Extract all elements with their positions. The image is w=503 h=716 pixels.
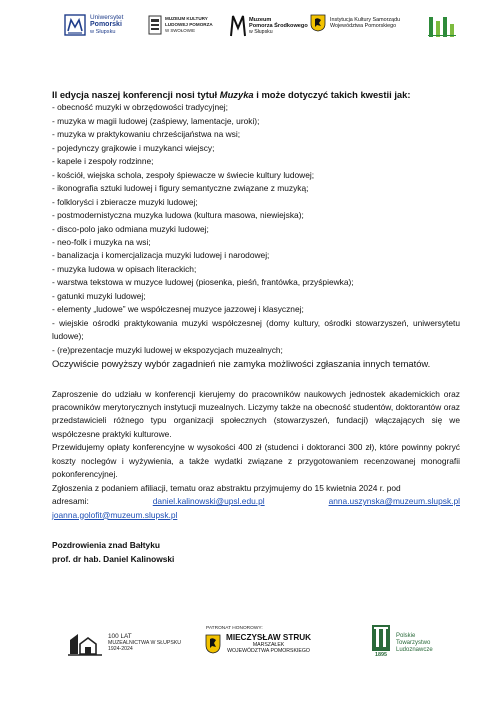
topic-item: - wiejskie ośrodki praktykowania muzyki współczesnej (domy kultury, ośrodki stowarzyszeń, uniwersytetu ludowe);	[52, 317, 460, 342]
closing-greeting: Pozdrowienia znad Bałtyku	[52, 540, 160, 551]
topic-item: - warstwa tekstowa w muzyce ludowej (piosenka, pieśń, frantówka, przyśpiewka);	[52, 277, 354, 288]
topic-item: - pojedynczy grajkowie i muzykanci wiejscy;	[52, 142, 215, 153]
muzeum-kultury-logo	[148, 14, 213, 36]
museum-building-icon	[68, 630, 104, 656]
topic-item: - (re)prezentacje muzyki ludowej w ekspozycjach muzealnych;	[52, 344, 283, 355]
muzeum-pomorza-line1: Muzeum	[249, 17, 272, 23]
patronat-label: PATRONAT HONOROWY:	[206, 626, 263, 631]
muzeum-kultury-line3: W SWOŁOWIE	[165, 28, 196, 33]
muzeum-kultury-icon	[148, 14, 162, 36]
fee-paragraph: Przewidujemy opłaty konferencyjne w wysokości 400 zł (studenci i doktoranci 300 zł), które powinny pokryć koszty noclegów i wyżywienia, a także wydatki związane z przygotowaniem recenzowanej monografii pokonferencyjnej.	[52, 442, 460, 480]
upsl-line2: Pomorski	[90, 21, 122, 29]
topic-item: - obecność muzyki w obrzędowości tradycyjnej;	[52, 102, 228, 113]
topic-item: - folkloryści i zbieracze muzyki ludowej;	[52, 196, 198, 207]
signature: prof. dr hab. Daniel Kalinowski	[52, 553, 175, 564]
centenary-logo	[68, 630, 181, 656]
pt-year: 1895	[375, 652, 387, 658]
pt-ludoznawcze-logo	[370, 624, 433, 662]
topic-item: - gatunki muzyki ludowej;	[52, 290, 146, 301]
invitation-paragraph: Zaproszenie do udziału w konferencji kierujemy do pracowników naukowych jednostek akademickich oraz pracowników merytorycznych instytucji muzealnych. Liczymy także na obecność studentów, doktorantów oraz przedstawicieli różnego typu organizacji społecznych (stowarzyszeń, fundacji) włączających się we współczesne praktyki kulturowe.	[52, 388, 460, 439]
muzeum-pomorza-m-icon	[230, 14, 246, 38]
upsl-emblem-icon	[64, 14, 86, 36]
pt-line3: Ludoznawcze	[396, 646, 433, 653]
intro-paragraph	[52, 88, 460, 101]
instytucja-line1: Instytucja Kultury Samorządu	[330, 17, 401, 23]
centenary-line2: 1924-2024	[108, 646, 133, 653]
pomorskie-griffin-icon	[310, 14, 326, 32]
patronat-name: MIECZYSŁAW STRUK	[226, 633, 312, 642]
upsl-logo	[64, 14, 123, 36]
intro-post: i może dotyczyć takich kwestii jak:	[253, 89, 411, 100]
topic-item: - ikonografia sztuki ludowej i figury semantyczne związane z muzyką;	[52, 183, 309, 194]
submission-paragraph: Zgłoszenia z podaniem afiliacji, tematu oraz abstraktu przyjmujemy do 15 kwietnia 2024 r. pod	[52, 482, 401, 493]
centenary-num: 100 LAT	[108, 632, 132, 640]
letter-body	[52, 88, 460, 566]
topic-item: - kapele i zespoły rodzinne;	[52, 156, 154, 167]
patronat-block	[205, 626, 311, 655]
patronat-region: WOJEWÓDZTWA POMORSKIEGO	[227, 648, 310, 655]
centenary-line1: MUZEALNICTWA W SŁUPSKU	[108, 639, 182, 646]
email-link-golofit[interactable]: joanna.golofit@muzeum.slupsk.pl	[52, 509, 178, 520]
email-link-uszynska[interactable]: anna.uszynska@muzeum.slupsk.pl	[328, 496, 460, 507]
muzeum-pomorza-logo	[230, 14, 308, 38]
instytucja-line2: Województwa Pomorskiego	[330, 23, 397, 29]
green-bars-logo	[428, 16, 458, 38]
topic-item: - muzyka w praktykowaniu chrześcijaństwa na wsi;	[52, 129, 241, 140]
topic-item: - disco-polo jako odmiana muzyki ludowej;	[52, 223, 209, 234]
topic-item: - neo-folk i muzyka na wsi;	[52, 236, 151, 247]
pomorskie-shield-icon	[205, 634, 221, 654]
pt-line1: Polskie	[396, 632, 416, 639]
header-logos	[50, 14, 470, 54]
email-addresses-row	[52, 495, 460, 508]
muzeum-kultury-line2: LUDOWEJ POMORZA	[165, 22, 213, 27]
intro-title-word: Muzyka	[219, 89, 254, 100]
topics-list	[52, 101, 460, 357]
topic-item: - postmodernistyczna muzyka ludowa (kultura masowa, niewiejska);	[52, 210, 304, 221]
openness-note: Oczywiście powyższy wybór zagadnień nie zamyka możliwości zgłaszania innych tematów.	[52, 358, 431, 370]
muzeum-pomorza-line3: w Słupsku	[249, 29, 273, 35]
intro-pre: II edycja naszej konferencji nosi tytuł	[52, 89, 220, 100]
green-bars-logo-icon	[428, 16, 458, 38]
topic-item: - muzyka w magii ludowej (zaśpiewy, lamentacje, uroki);	[52, 115, 260, 126]
upsl-line1: Uniwersytet	[90, 14, 124, 22]
topic-item: - elementy „ludowe” we współczesnej muzyce jazzowej i klasycznej;	[52, 304, 304, 315]
muzeum-kultury-line1: MUZEUM KULTURY	[165, 16, 208, 21]
addresses-label: adresami:	[52, 496, 89, 507]
pt-column-icon	[371, 624, 391, 652]
patronat-role: MARSZAŁEK	[252, 642, 285, 648]
topic-item: - kościół, wiejska schola, zespoły śpiewacze w świecie kultury ludowej;	[52, 169, 315, 180]
topic-item: - banalizacja i komercjalizacja muzyki ludowej i narodowej;	[52, 250, 270, 261]
email-link-kalinowski[interactable]: daniel.kalinowski@upsl.edu.pl	[152, 496, 265, 507]
instytucja-kultury-logo	[310, 14, 400, 32]
upsl-line3: w Słupsku	[90, 28, 116, 35]
topic-item: - muzyka ludowa w opisach literackich;	[52, 263, 197, 274]
muzeum-pomorza-line2: Pomorza Środkowego	[249, 23, 308, 29]
pt-line2: Towarzystwo	[396, 639, 431, 646]
pt-emblem	[370, 624, 392, 662]
footer-logos	[60, 624, 460, 674]
